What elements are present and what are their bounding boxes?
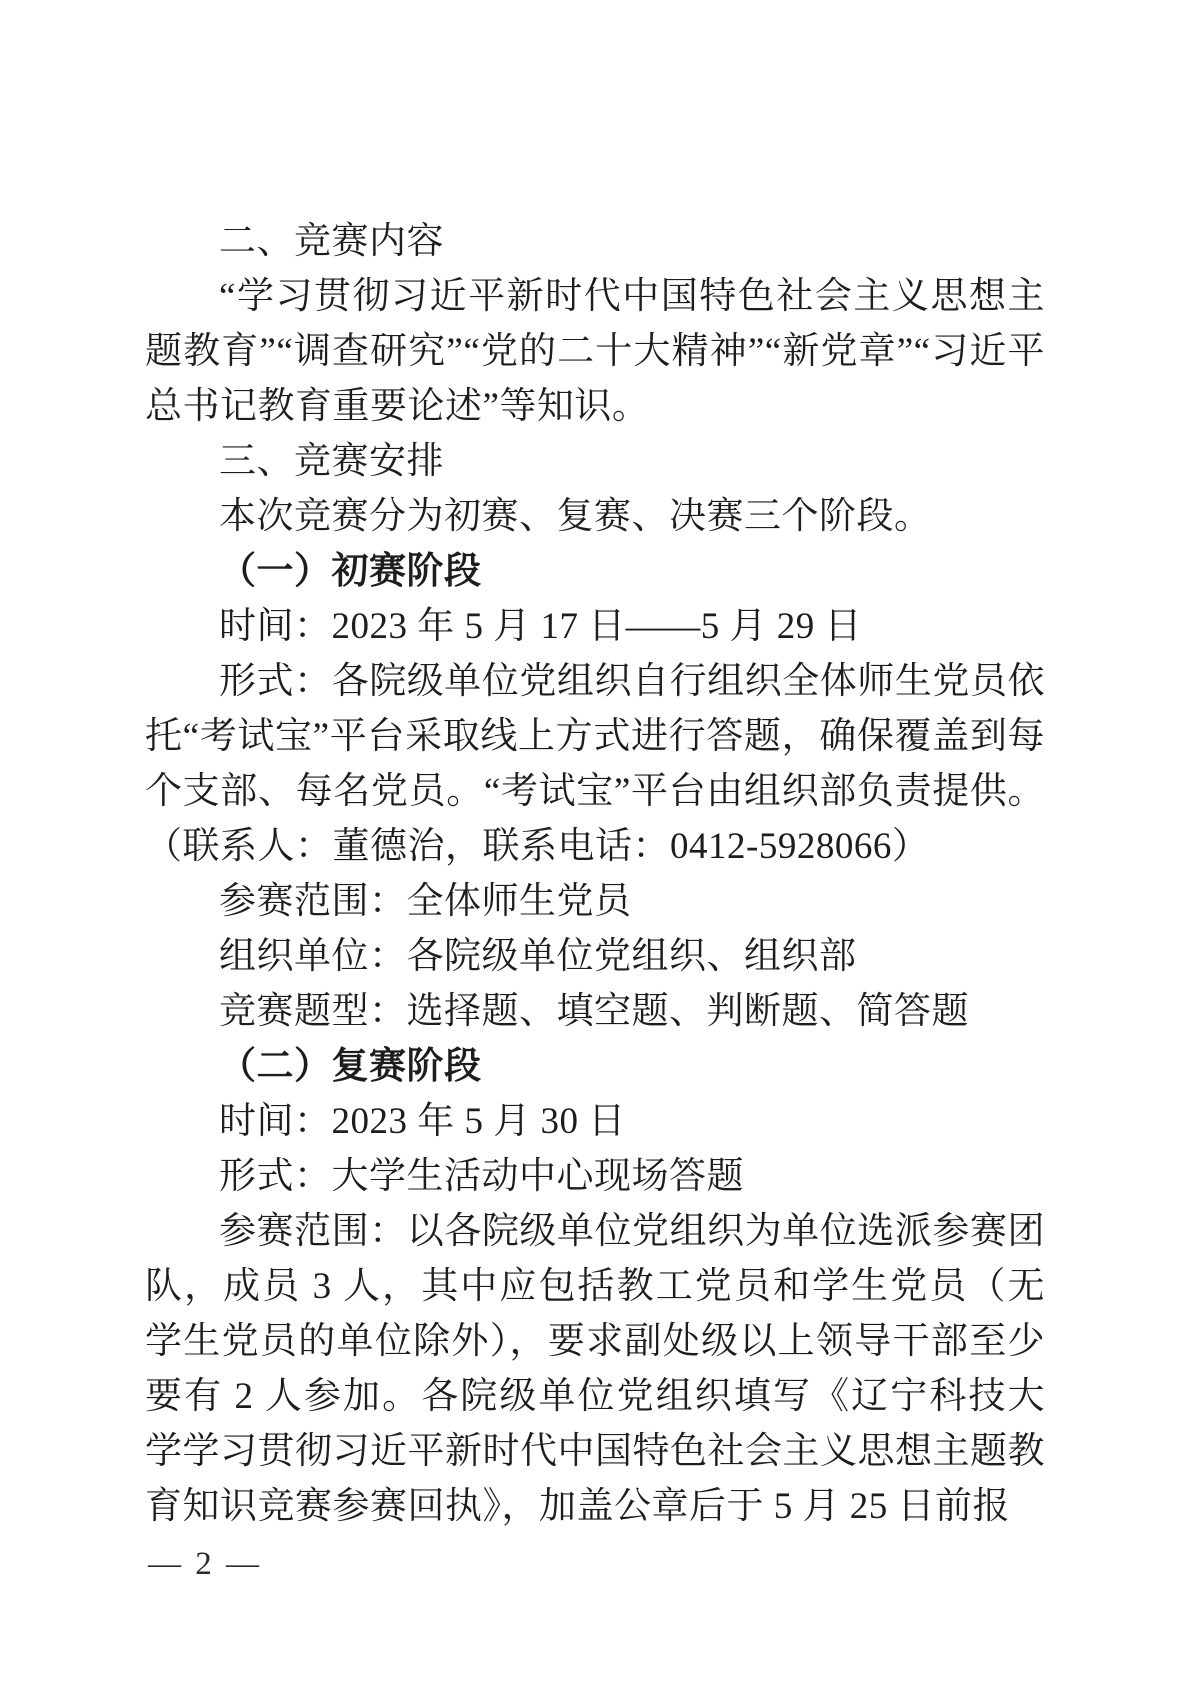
section-heading: 三、竞赛安排 <box>219 441 444 482</box>
paragraph: 竞赛题型：选择题、填空题、判断题、简答题 <box>219 991 969 1032</box>
paragraph: 形式：各院级单位党组织自行组织全体师生党员依托“考试宝”平台采取线上方式进行答题，确保覆盖到每个支部、每名党员。“考试宝”平台由组织部负责提供。（联系人：董德治，联系电话：0412-5928066） <box>145 661 1045 867</box>
paragraph: “学习贯彻习近平新时代中国特色社会主义思想主题教育”“调查研究”“党的二十大精神”“新党章”“习近平总书记教育重要论述”等知识。 <box>145 276 1045 427</box>
paragraph: 时间：2023 年 5 月 30 日 <box>219 1101 626 1142</box>
document-body <box>145 214 1045 1534</box>
paragraph: 本次竞赛分为初赛、复赛、决赛三个阶段。 <box>219 496 932 537</box>
paragraph: 参赛范围：以各院级单位党组织为单位选派参赛团队，成员 3 人，其中应包括教工党员和学生党员（无学生党员的单位除外），要求副处级以上领导干部至少要有 2 人参加。各院级单位党组织填写《辽宁科技大学学习贯彻习近平新时代中国特色社会主义思想主题教育知识竞赛参赛回执》，加盖公章后于 5 月 25 日前报 <box>145 1211 1045 1527</box>
paragraph: 形式：大学生活动中心现场答题 <box>219 1156 744 1197</box>
paragraph: 参赛范围：全体师生党员 <box>219 881 632 922</box>
section-heading: 二、竞赛内容 <box>219 221 444 262</box>
paragraph: 时间：2023 年 5 月 17 日——5 月 29 日 <box>219 606 862 647</box>
section-heading: （一）初赛阶段 <box>219 551 482 592</box>
section-heading: （二）复赛阶段 <box>219 1046 482 1087</box>
paragraph: 组织单位：各院级单位党组织、组织部 <box>219 936 857 977</box>
page-number: — 2 — <box>148 1546 262 1582</box>
